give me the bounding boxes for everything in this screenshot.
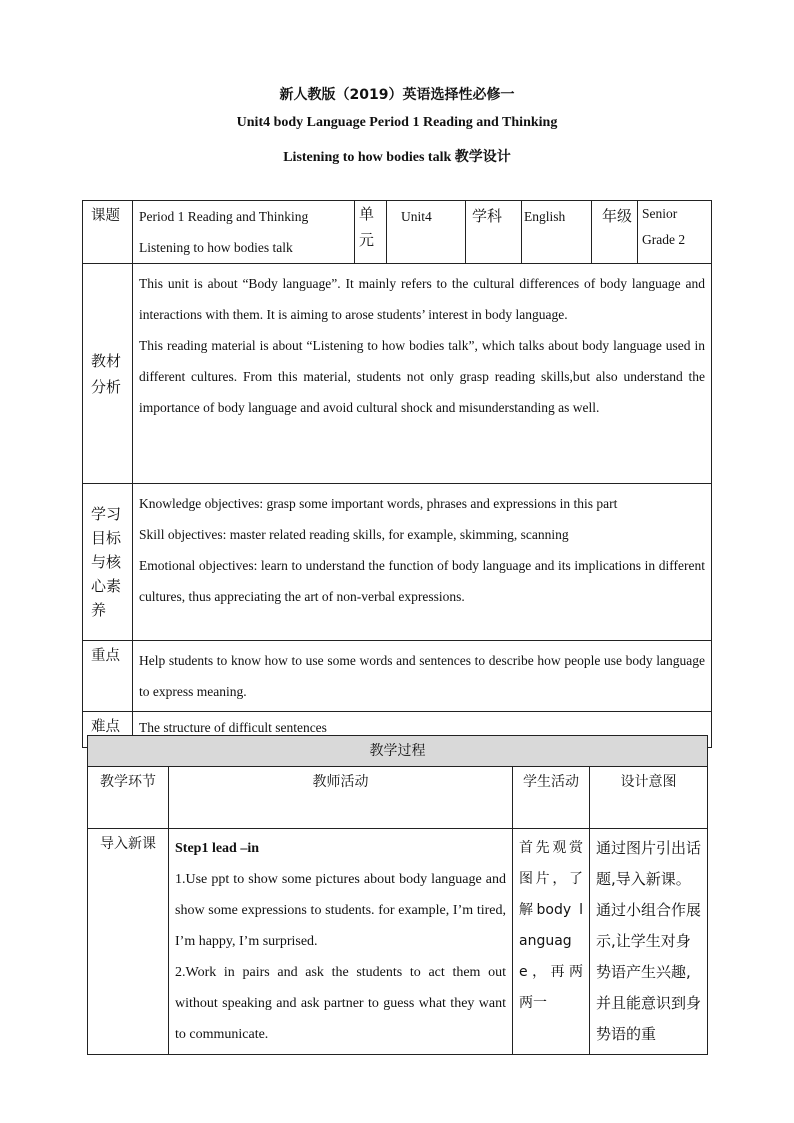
objectives-skill: Skill objectives: master related reading skills, for example, skimming, scanning [139, 527, 569, 542]
col-teacher-header: 教师活动 [169, 767, 513, 829]
design-intent: 通过图片引出话题,导入新课。通过小组合作展示,让学生对身势语产生兴趣,并且能意识到身势语的重 [590, 829, 708, 1055]
grade-value: Senior Grade 2 [638, 201, 712, 264]
teacher-activity-1: 1.Use ppt to show some pictures about body language and show some expressions to students. for example, I’m tired, I’m happy, I’m surprised. [175, 872, 506, 949]
col-student-header: 学生活动 [513, 767, 590, 829]
student-activity: 首先观赏图片，了解body language，再两两一 [513, 829, 590, 1055]
teacher-activity-2: 2.Work in pairs and ask the students to act them out without speaking and ask partner to guess what they want to communicate. [175, 965, 506, 1042]
difficult-points-value: The structure of difficult sentences [133, 712, 712, 748]
subject-value: English [522, 201, 592, 264]
objectives-knowledge: Knowledge objectives: grasp some important words, phrases and expressions in this part [139, 496, 618, 511]
subject-label: 学科 [466, 201, 522, 264]
col-stage-header: 教学环节 [88, 767, 169, 829]
step-title: Step1 lead –in [175, 841, 260, 856]
analysis-paragraph-2: This reading material is about “Listening to how bodies talk”, which talks about body language used in different cultures. From this material, students not only grasp reading skills,but also understand the importance of body language and avoid cultural shock and misunderstanding as well. [139, 338, 705, 415]
topic-value-line2: Listening to how bodies talk [139, 240, 293, 255]
unit-value: Unit4 [387, 201, 466, 264]
objectives-emotional: Emotional objectives: learn to understand the function of body language and its implications in different cultures, thus appreciating the art of non-verbal expressions. [139, 558, 705, 604]
key-points-label: 重点 [83, 641, 133, 712]
teaching-process-table [87, 735, 708, 1055]
analysis-label: 教材分析 [83, 264, 133, 484]
difficult-points-label: 难点 [83, 712, 133, 748]
topic-value-line1: Period 1 Reading and Thinking [139, 209, 309, 224]
analysis-paragraph-1: This unit is about “Body language”. It mainly refers to the cultural differences of body language and interactions with them. It is aiming to arose students’ interest in body language. [139, 276, 705, 322]
lesson-info-table [82, 200, 712, 748]
doc-title-line1: 新人教版（2019）英语选择性必修一 [279, 87, 515, 103]
process-title: 教学过程 [88, 736, 708, 767]
unit-label: 单元 [355, 201, 387, 264]
doc-title-line2: Unit4 body Language Period 1 Reading and Thinking [236, 115, 558, 130]
stage-cell: 导入新课 [88, 829, 169, 1055]
key-points-value: Help students to know how to use some words and sentences to describe how people use body language to express meaning. [133, 641, 712, 712]
grade-label: 年级 [592, 201, 638, 264]
topic-label: 课题 [83, 201, 133, 264]
objectives-label: 学习目标与核心素养 [83, 484, 133, 641]
doc-title-line3: Listening to how bodies talk 教学设计 [283, 150, 511, 165]
col-intent-header: 设计意图 [590, 767, 708, 829]
